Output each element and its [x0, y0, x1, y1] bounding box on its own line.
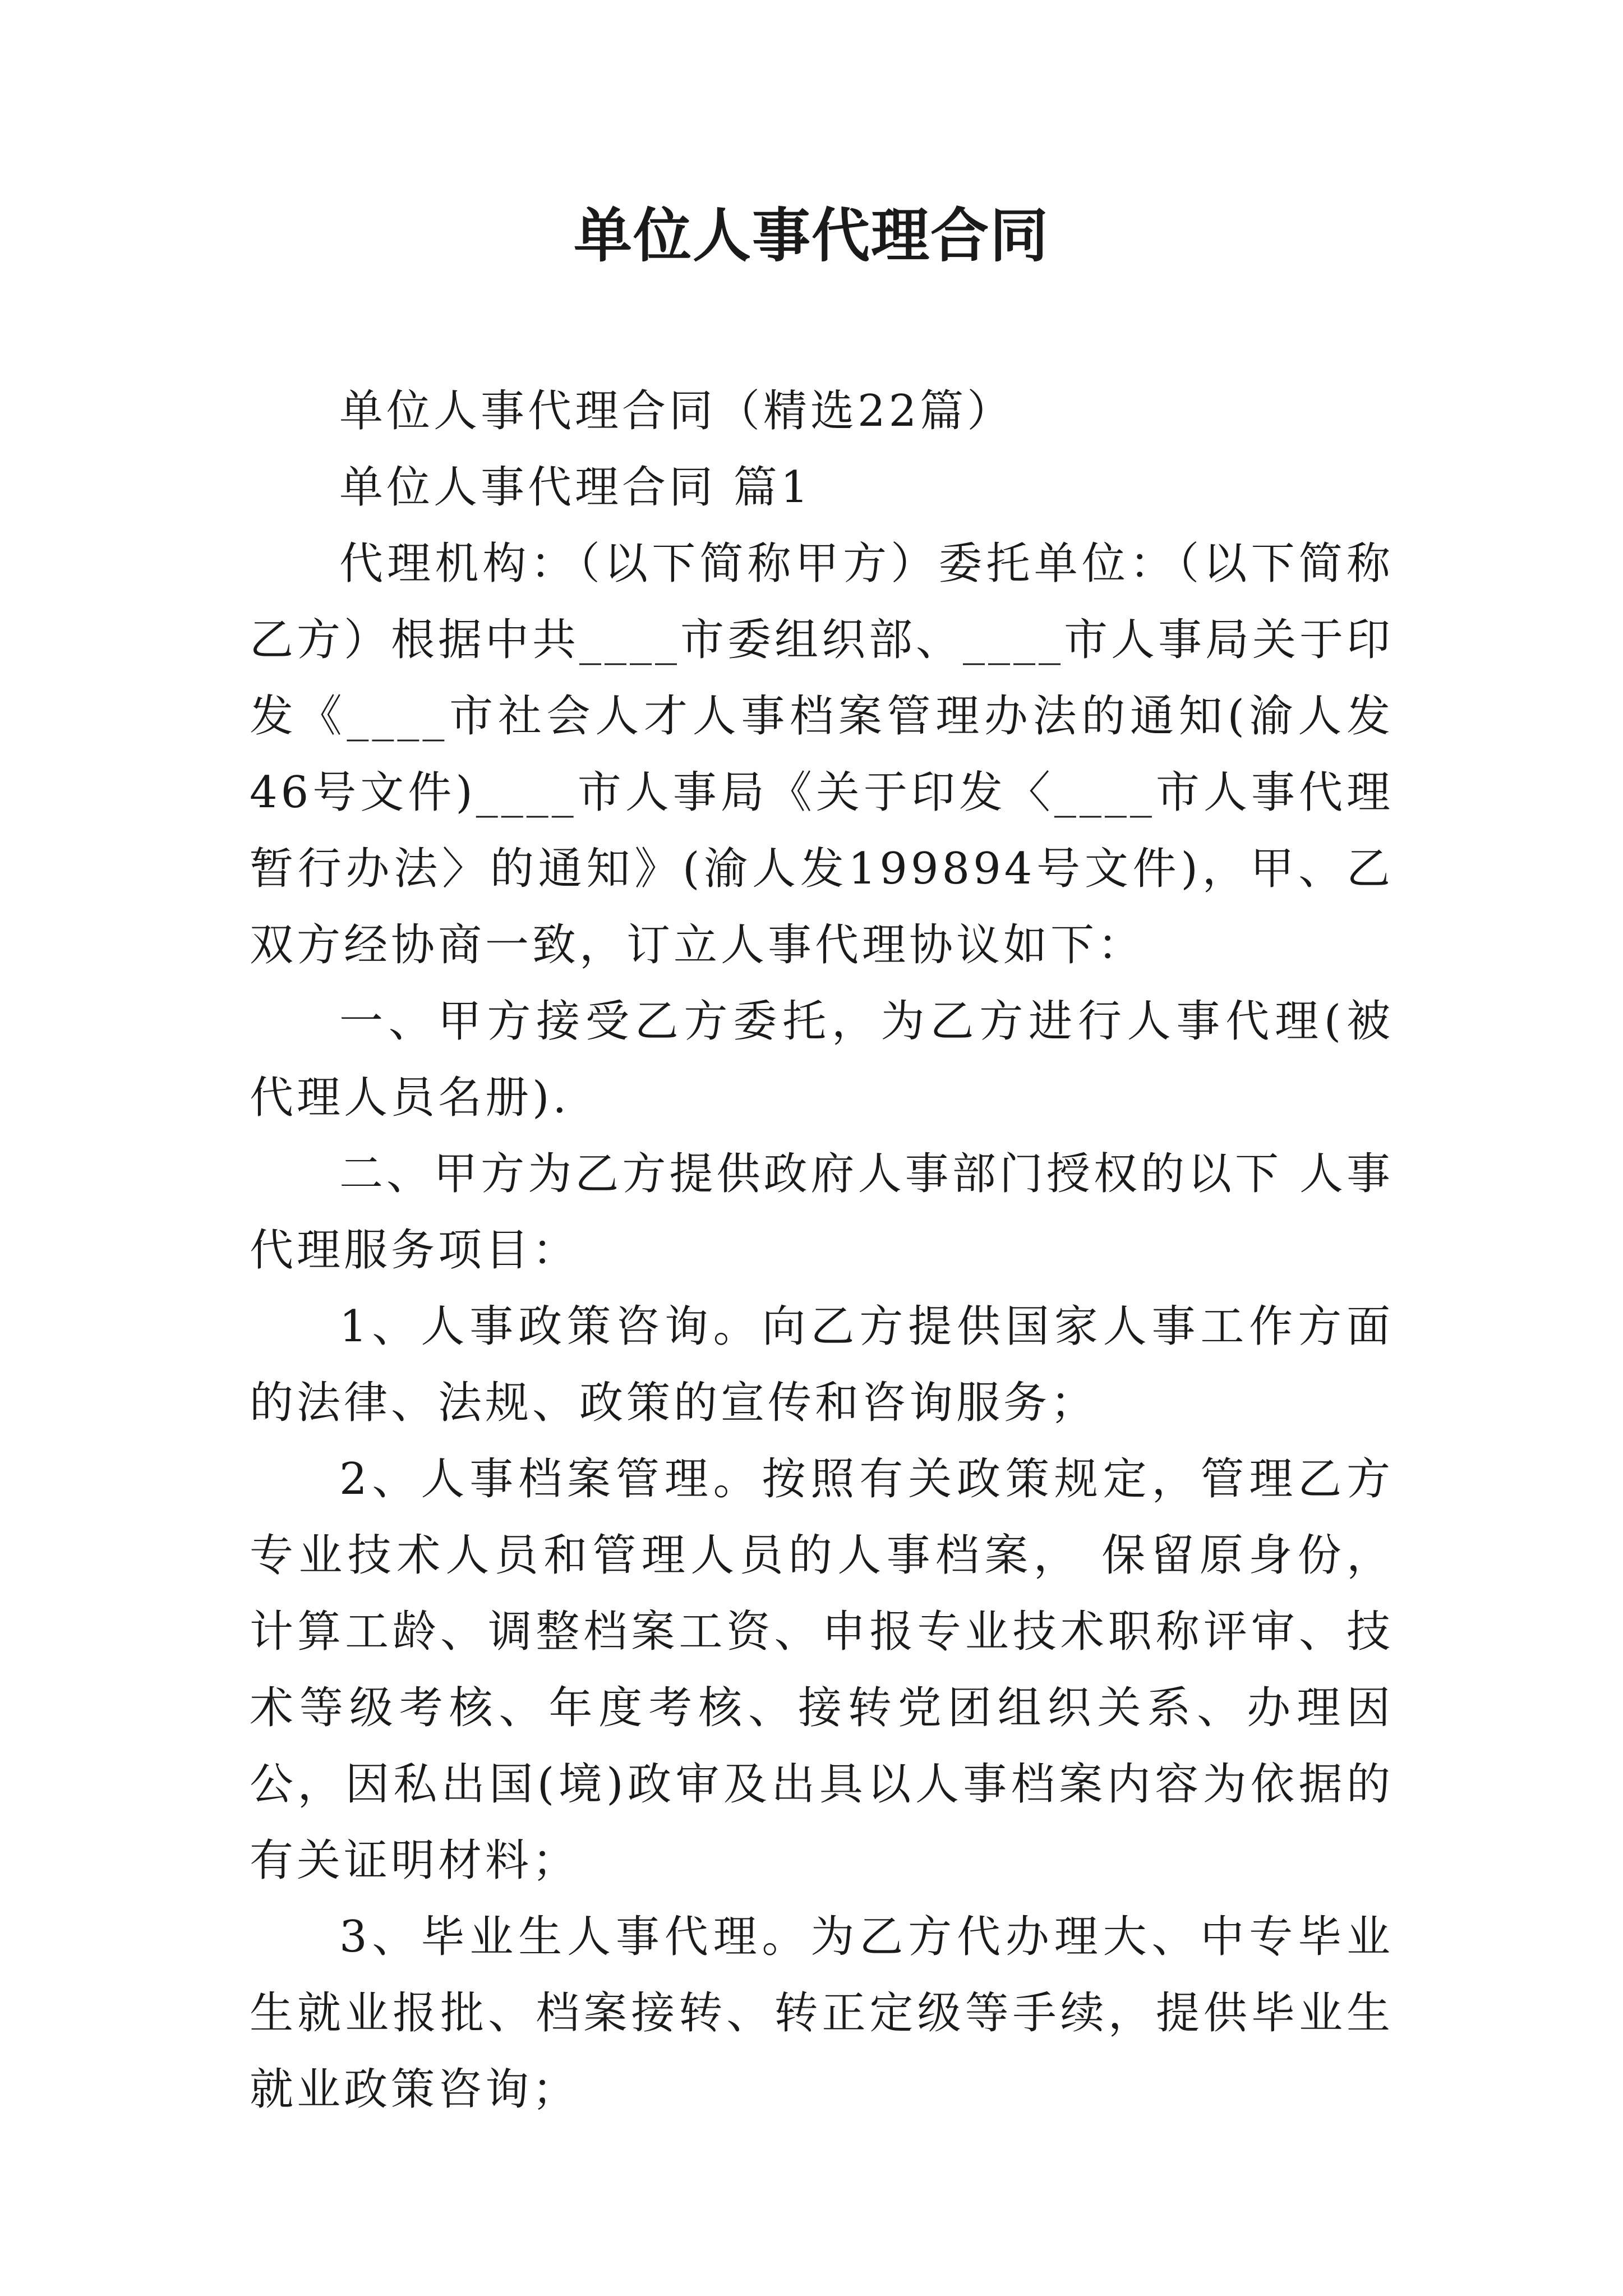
document-title: 单位人事代理合同	[573, 201, 1049, 270]
paragraph-clause-1: 一、甲方接受乙方委托，为乙方进行人事代理(被代理人员名册).	[250, 996, 1394, 1123]
paragraph-clause-2: 二、甲方为乙方提供政府人事部门授权的以下 人事代理服务项目：	[250, 1149, 1394, 1276]
paragraph-subtitle: 单位人事代理合同（精选22篇）	[339, 386, 1015, 436]
paragraph-section-heading: 单位人事代理合同 篇1	[339, 462, 812, 513]
paragraph-item-3: 3、毕业生人事代理。为乙方代办理大、中专毕业生就业报批、档案接转、转正定级等手续，提供毕业生就业政策咨询；	[250, 1912, 1394, 2115]
paragraph-preamble: 代理机构：（以下简称甲方）委托单位：（以下简称乙方）根据中共____市委组织部、____市人事局关于印发《____市社会人才人事档案管理办法的通知(渝人发46号文件)____市人事局《关于印发〈____市人事代理暂行办法〉的通知》(渝人发199894号文件)，甲、乙双方经协商一致，订立人事代理协议如下：	[250, 539, 1394, 970]
document-body	[250, 373, 1394, 2128]
paragraph-item-1: 1、人事政策咨询。向乙方提供国家人事工作方面的法律、法规、政策的宣传和咨询服务；	[250, 1301, 1394, 1428]
paragraph-item-2: 2、人事档案管理。按照有关政策规定，管理乙方专业技术人员和管理人员的人事档案， 保留原身份，计算工龄、调整档案工资、申报专业技术职称评审、技术等级考核、年度考核、接转党团组织关系、办理因公，因私出国(境)政审及出具以人事档案内容为依据的有关证明材料；	[250, 1454, 1394, 1886]
